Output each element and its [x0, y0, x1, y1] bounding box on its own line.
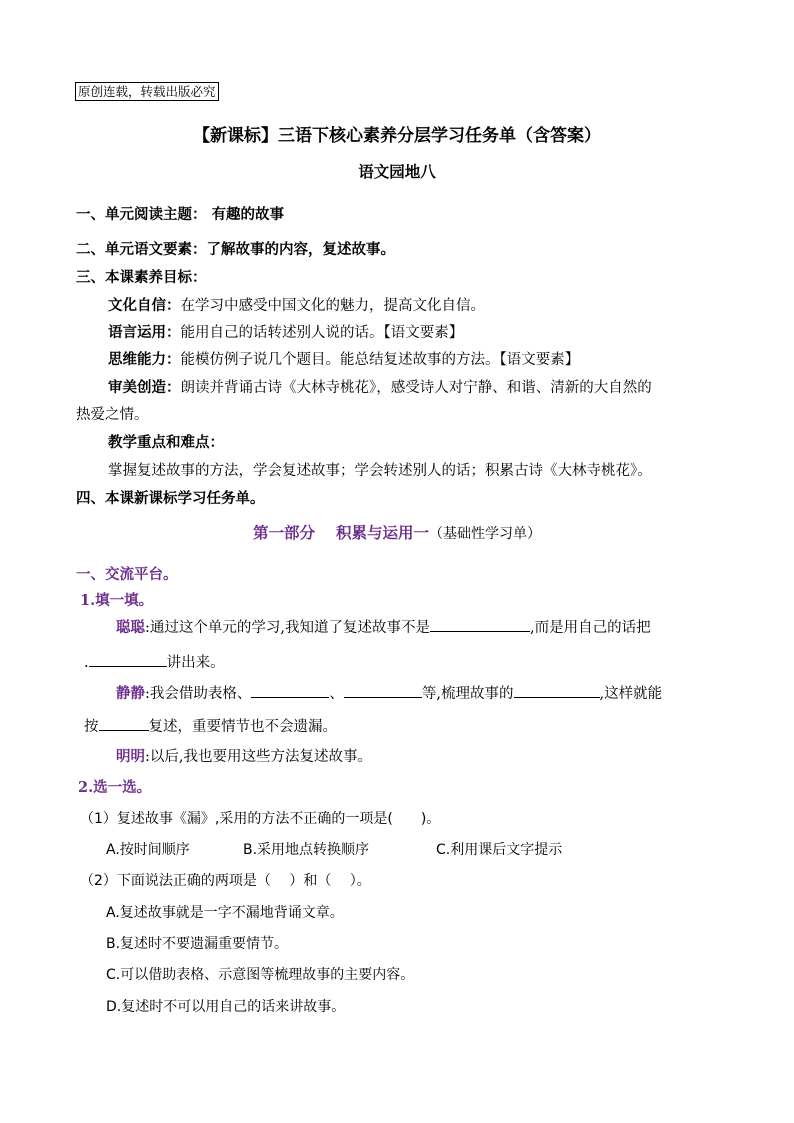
jing-line	[116, 682, 662, 703]
option-a[interactable]: A.按时间顺序	[106, 842, 190, 858]
speech-text: .	[84, 655, 89, 671]
speaker-name: 聪聪	[116, 619, 145, 636]
option-d[interactable]: D.复述时不可以用自己的话来讲故事。	[106, 999, 346, 1015]
speech-text: :我会借助表格、	[145, 686, 252, 702]
speech-text: 、	[329, 686, 344, 702]
fill-blank[interactable]	[99, 716, 149, 731]
exchange-platform-header: 一、交流平台。	[76, 566, 178, 583]
question-2-label: 2.选一选。	[78, 779, 152, 796]
fill-blank[interactable]	[89, 652, 167, 667]
goal-text: 能用自己的话转述别人说的话。【语文要素】	[180, 325, 464, 341]
section-language-element	[76, 238, 395, 259]
goal-item	[108, 294, 485, 315]
option-b[interactable]: B.采用地点转换顺序	[243, 842, 370, 858]
fill-blank[interactable]	[344, 683, 422, 698]
fill-blank[interactable]	[514, 683, 600, 698]
fill-blank[interactable]	[251, 683, 329, 698]
fill-blank[interactable]	[430, 617, 530, 632]
ming-line	[116, 745, 372, 766]
section-value: 有趣的故事	[211, 206, 285, 223]
goal-text: 能模仿例子说几个题目。能总结复述故事的方法。【语文要素】	[180, 352, 580, 368]
goal-label: 文化自信：	[108, 297, 181, 314]
cong-line-2	[84, 651, 225, 672]
copyright-stamp: 原创连载，转载出版必究	[75, 82, 219, 101]
page-title: 【新课标】三语下核心素养分层学习任务单（含答案）	[193, 126, 601, 146]
option-b[interactable]: B.复述时不要遗漏重要情节。	[106, 936, 289, 952]
key-points-label: 教学重点和难点：	[108, 434, 224, 451]
speech-text: 按	[84, 719, 99, 735]
section-goals-header: 三、本课素养目标：	[76, 269, 207, 286]
speech-text: :以后,我也要用这些方法复述故事。	[145, 749, 372, 765]
speech-text: 讲出来。	[166, 655, 225, 671]
part-note: （基础性学习单）	[428, 526, 541, 542]
option-c[interactable]: C.利用课后文字提示	[436, 842, 563, 858]
question-1-label: 1.填一填。	[80, 592, 154, 609]
goal-item	[108, 376, 652, 397]
speech-text: :通过这个单元的学习,我知道了复述故事不是	[145, 620, 430, 636]
section-label: 一、单元阅读主题：	[76, 206, 207, 223]
sub-question-1: （1）复述故事《漏》,采用的方法不正确的一项是( )。	[80, 811, 441, 827]
goal-label: 语言运用：	[108, 324, 181, 341]
speech-text: 复述，重要情节也不会遗漏。	[148, 719, 337, 735]
goal-label: 思维能力：	[108, 351, 181, 368]
speech-text: ,这样就能	[599, 686, 663, 702]
speaker-name: 明明	[116, 748, 145, 765]
speech-text: ,而是用自己的话把	[530, 620, 651, 636]
speaker-name: 静静	[116, 685, 145, 702]
goal-text-continued: 热爱之情。	[76, 407, 149, 423]
goal-text: 在学习中感受中国文化的魅力，提高文化自信。	[180, 298, 485, 314]
speech-text: 等,梳理故事的	[421, 686, 514, 702]
section-task-sheet: 四、本课新课标学习任务单。	[76, 490, 265, 507]
cong-line	[116, 616, 651, 637]
section-value: 了解故事的内容，复述故事。	[206, 241, 395, 258]
goal-label: 审美创造：	[108, 379, 181, 396]
goal-text: 朗读并背诵古诗《大林寺桃花》，感受诗人对宁静、和谐、清新的大自然的	[180, 380, 652, 396]
part-heading	[0, 521, 794, 543]
part-title: 第一部分 积累与运用一	[253, 523, 429, 542]
section-label: 二、单元语文要素：	[76, 241, 207, 258]
jing-line-2	[84, 715, 337, 736]
option-c[interactable]: C.可以借助表格、示意图等梳理故事的主要内容。	[106, 967, 415, 983]
goal-item	[108, 321, 463, 342]
key-points-text: 掌握复述故事的方法，学会复述故事；学会转述别人的话；积累古诗《大林寺桃花》。	[108, 463, 652, 479]
page-subtitle: 语文园地八	[358, 162, 436, 181]
goal-item	[108, 348, 579, 369]
section-reading-theme	[76, 203, 284, 224]
sub-question-2: （2）下面说法正确的两项是（ ）和（ ）。	[80, 873, 371, 889]
option-a[interactable]: A.复述故事就是一字不漏地背诵文章。	[106, 905, 344, 921]
